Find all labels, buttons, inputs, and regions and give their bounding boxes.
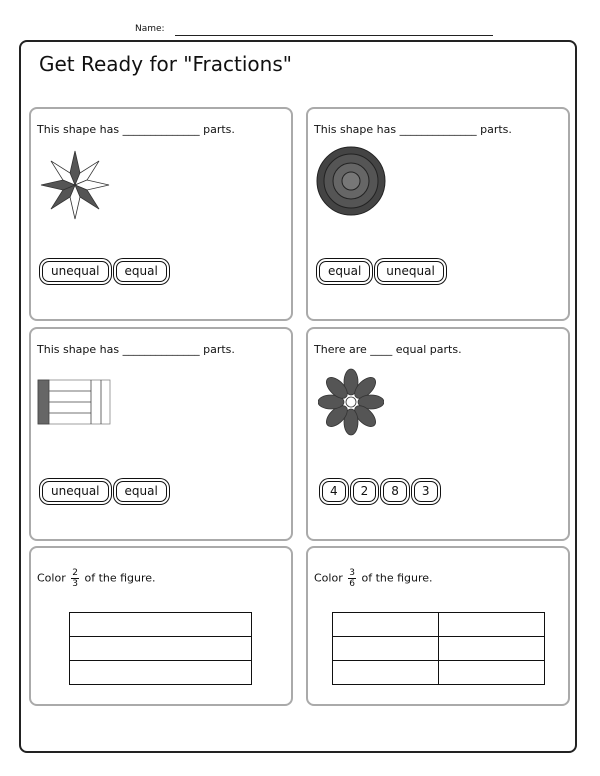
fraction-denominator: 3 bbox=[72, 579, 78, 589]
choice-unequal[interactable]: unequal bbox=[42, 481, 109, 502]
choice-2[interactable]: 2 bbox=[353, 481, 377, 502]
choice-3[interactable]: 3 bbox=[414, 481, 438, 502]
question-card-3 bbox=[29, 327, 293, 541]
grid-cell[interactable] bbox=[333, 637, 439, 661]
name-input-line[interactable] bbox=[175, 35, 493, 36]
choice-8[interactable]: 8 bbox=[383, 481, 407, 502]
prompt-before: Color bbox=[37, 571, 66, 585]
grid-cell[interactable] bbox=[333, 613, 439, 637]
question-card-1 bbox=[29, 107, 293, 321]
fraction-three-sixths bbox=[348, 568, 356, 589]
choice-unequal[interactable]: unequal bbox=[42, 261, 109, 282]
choice-unequal[interactable]: unequal bbox=[377, 261, 444, 282]
flower-figure bbox=[318, 367, 384, 437]
answer-choices bbox=[319, 261, 444, 282]
grid-cell[interactable] bbox=[439, 613, 545, 637]
prompt-after: of the figure. bbox=[84, 571, 156, 585]
answer-choices bbox=[42, 481, 167, 502]
fraction-two-thirds bbox=[71, 568, 79, 589]
question-card-5 bbox=[29, 546, 293, 706]
choice-equal[interactable]: equal bbox=[116, 261, 167, 282]
coloring-grid-thirds bbox=[69, 612, 252, 685]
question-prompt: This shape has ______________ parts. bbox=[37, 343, 235, 356]
divided-rectangle-figure bbox=[37, 379, 111, 425]
prompt-after: of the figure. bbox=[361, 571, 433, 585]
fraction-denominator: 6 bbox=[349, 579, 355, 589]
concentric-circles-figure bbox=[315, 145, 387, 217]
question-card-4 bbox=[306, 327, 570, 541]
choice-equal[interactable]: equal bbox=[319, 261, 370, 282]
answer-choices bbox=[42, 261, 167, 282]
grid-cell[interactable] bbox=[70, 613, 252, 637]
grid-cell[interactable] bbox=[439, 661, 545, 685]
fraction-numerator: 2 bbox=[72, 568, 78, 578]
coloring-grid-sixths bbox=[332, 612, 545, 685]
grid-cell[interactable] bbox=[70, 637, 252, 661]
question-card-2 bbox=[306, 107, 570, 321]
answer-choices bbox=[322, 481, 438, 502]
choice-4[interactable]: 4 bbox=[322, 481, 346, 502]
name-label: Name: bbox=[135, 24, 165, 34]
question-prompt: This shape has ______________ parts. bbox=[314, 123, 512, 136]
page-title: Get Ready for "Fractions" bbox=[39, 52, 292, 76]
question-card-6 bbox=[306, 546, 570, 706]
choice-equal[interactable]: equal bbox=[116, 481, 167, 502]
grid-cell[interactable] bbox=[333, 661, 439, 685]
grid-cell[interactable] bbox=[70, 661, 252, 685]
star-shape-figure bbox=[37, 147, 113, 223]
fraction-numerator: 3 bbox=[349, 568, 355, 578]
question-prompt bbox=[37, 568, 156, 589]
question-prompt: There are ____ equal parts. bbox=[314, 343, 462, 356]
grid-cell[interactable] bbox=[439, 637, 545, 661]
question-prompt: This shape has ______________ parts. bbox=[37, 123, 235, 136]
prompt-before: Color bbox=[314, 571, 343, 585]
question-prompt bbox=[314, 568, 433, 589]
